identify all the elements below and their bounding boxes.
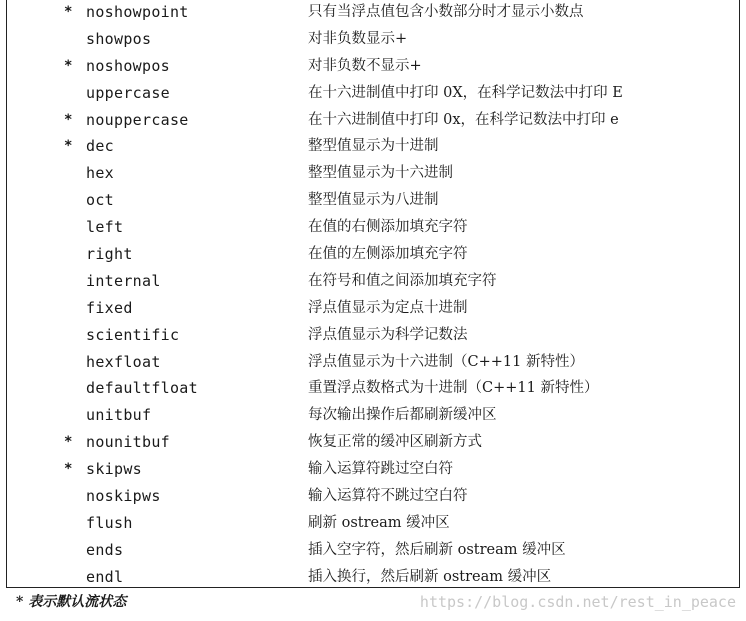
table-row: [0, 537, 746, 564]
manipulator-name: showpos: [86, 29, 152, 48]
manipulator-description: 插入换行，然后刷新 ostream 缓冲区: [308, 568, 552, 585]
manipulator-description: 只有当浮点值包含小数部分时才显示小数点: [308, 4, 584, 20]
manipulator-description: 在值的右侧添加填充字符: [308, 219, 468, 236]
manipulator-name: hexfloat: [86, 352, 161, 371]
manipulator-description: 在十六进制值中打印 0X，在科学记数法中打印 E: [308, 84, 623, 101]
manipulator-name: dec: [86, 137, 114, 156]
table-row: [0, 322, 746, 349]
table-row: [0, 483, 746, 510]
manipulator-name: endl: [86, 567, 124, 586]
manipulator-name: right: [86, 245, 133, 264]
default-marker: *: [64, 434, 73, 451]
manipulator-description: 整型值显示为八进制: [308, 192, 439, 209]
manipulator-name: nounitbuf: [86, 433, 170, 452]
table-row: [0, 402, 746, 429]
default-marker: *: [64, 57, 73, 74]
manipulator-name: nouppercase: [86, 110, 189, 129]
default-marker: *: [64, 4, 73, 20]
manipulator-name: hex: [86, 164, 114, 183]
manipulator-name: noshowpos: [86, 56, 170, 75]
watermark-url: https://blog.csdn.net/rest_in_peace: [419, 593, 736, 611]
table-row: [0, 107, 746, 134]
default-marker: *: [64, 461, 73, 478]
table-row: [0, 241, 746, 268]
default-marker: *: [64, 111, 73, 128]
manipulator-name: flush: [86, 513, 133, 532]
table-row: [0, 26, 746, 53]
table-row: [0, 510, 746, 537]
manipulator-name: oct: [86, 191, 114, 210]
manipulator-description: 恢复正常的缓冲区刷新方式: [308, 434, 482, 451]
manipulator-description: 输入运算符不跳过空白符: [308, 488, 468, 505]
manipulator-name: defaultfloat: [86, 379, 198, 398]
manipulator-description: 浮点值显示为科学记数法: [308, 326, 468, 343]
table-row: [0, 133, 746, 160]
manipulator-name: fixed: [86, 298, 133, 317]
table-row: [0, 214, 746, 241]
manipulator-name: uppercase: [86, 83, 170, 102]
manipulator-name: internal: [86, 271, 161, 290]
manipulator-name: scientific: [86, 325, 180, 344]
manipulator-description: 输入运算符跳过空白符: [308, 461, 453, 478]
manipulator-description: 整型值显示为十六进制: [308, 165, 453, 182]
table-row: [0, 564, 746, 591]
manipulator-description: 重置浮点数格式为十进制（C++11 新特性）: [308, 380, 599, 397]
manipulator-name: unitbuf: [86, 406, 152, 425]
table-row: [0, 0, 746, 26]
manipulator-name: ends: [86, 540, 124, 559]
manipulator-description: 浮点值显示为定点十进制: [308, 299, 468, 316]
manipulator-description: 浮点值显示为十六进制（C++11 新特性）: [308, 353, 584, 370]
default-marker: *: [64, 138, 73, 155]
manipulator-description: 插入空字符，然后刷新 ostream 缓冲区: [308, 541, 566, 558]
footnote: * 表示默认流状态: [16, 594, 127, 610]
manipulator-name: noshowpoint: [86, 3, 189, 21]
manipulator-name: left: [86, 218, 124, 237]
manipulator-description: 每次输出操作后都刷新缓冲区: [308, 407, 497, 424]
table-row: [0, 429, 746, 456]
table-row: [0, 53, 746, 80]
table-row: [0, 160, 746, 187]
table-row: [0, 295, 746, 322]
manipulator-description: 对非负数不显示+: [308, 57, 422, 74]
manipulator-description: 在符号和值之间添加填充字符: [308, 272, 497, 289]
manipulator-description: 整型值显示为十进制: [308, 138, 439, 155]
table-row: [0, 187, 746, 214]
manipulator-description: 刷新 ostream 缓冲区: [308, 514, 450, 531]
manipulator-description: 对非负数显示+: [308, 30, 408, 47]
table-row: [0, 80, 746, 107]
manipulator-description: 在十六进制值中打印 0x，在科学记数法中打印 e: [308, 111, 619, 128]
table-row: [0, 456, 746, 483]
table-row: [0, 375, 746, 402]
table-row: [0, 268, 746, 295]
table-row: [0, 349, 746, 376]
manipulator-name: skipws: [86, 460, 142, 479]
manipulator-description: 在值的左侧添加填充字符: [308, 246, 468, 263]
manipulator-name: noskipws: [86, 487, 161, 506]
